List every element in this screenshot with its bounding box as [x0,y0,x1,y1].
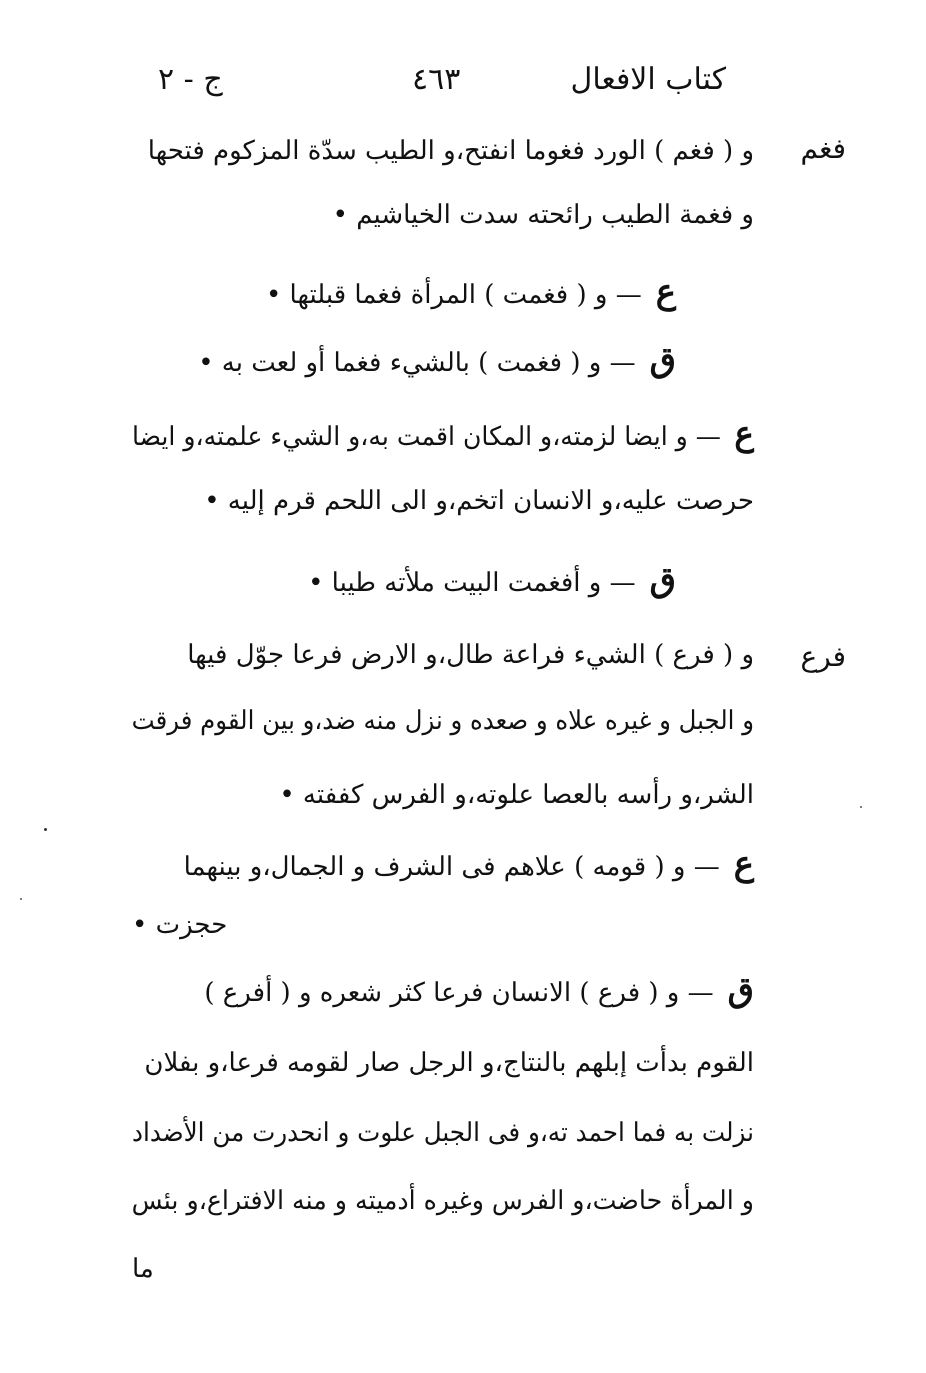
entry-line [132,136,754,166]
entry-line [279,780,754,810]
entry-line [204,486,754,516]
entry-line [132,910,227,940]
entry-line-text: و الجبل و غيره علاه و صعده و نزل منه ضد،و بين القوم فرقت [131,706,754,736]
scan-speck [20,898,22,900]
entry-line-text: حجزت • [132,910,228,940]
entry-line [131,1186,754,1216]
entry-line [132,1118,754,1148]
entry-line [132,1048,754,1078]
entry-line-text: — و ( فغمت ) بالشيء فغما أو لعت به • [198,348,636,378]
entry-line-text: نزلت به فما احمد ته،و فى الجبل علوت و انحدرت من الأضداد [132,1118,754,1148]
source-sigil: ق [649,340,676,380]
entry-line-text: و فغمة الطيب رائحته سدت الخياشيم • [332,200,754,230]
entry-line [132,844,754,884]
entry-line-text: — و ( فغمت ) المرأة فغما قبلتها • [265,280,642,310]
entry-line [131,706,754,736]
volume-label: ج - ٢ [158,62,223,97]
source-sigil: ع [733,844,754,884]
entry-line-text: — و ايضا لزمته،و المكان اقمت به،و الشيء علمته،و ايضا [131,422,721,452]
entry-line-text: — و ( قومه ) علاهم فى الشرف و الجمال،و بينهما [183,852,720,882]
entry-line [132,1254,154,1284]
source-sigil: ق [649,560,676,600]
entry-line [308,560,676,600]
source-sigil: ع [655,272,676,312]
headword: فغم [800,132,846,165]
entry-line-text: حرصت عليه،و الانسان اتخم،و الى اللحم قرم إليه • [204,486,754,516]
entry-line [132,640,754,670]
book-title: كتاب الافعال [570,62,726,97]
headword: فرع [800,640,846,673]
scan-speck [860,806,862,808]
entry-line-text: ما [132,1254,154,1284]
entry-line [132,970,754,1010]
entry-line-text: و المرأة حاضت،و الفرس وغيره أدميته و منه الافتراع،و بئس [131,1186,754,1216]
source-sigil: ع [734,414,754,454]
entry-line-text: و ( فغم ) الورد فغوما انفتح،و الطيب سدّة المزكوم فتحها [147,136,754,166]
entry-line [333,200,754,230]
entry-line-text: — و أفغمت البيت ملأته طيبا • [308,568,636,598]
scan-speck [44,828,47,831]
entry-line-text: القوم بدأت إبلهم بالنتاج،و الرجل صار لقومه فرعا،و بفلان [144,1048,754,1078]
page-number: ٤٦٣ [412,62,461,97]
source-sigil: ق [727,970,754,1010]
entry-line-text: و ( فرع ) الشيء فراعة طال،و الارض فرعا جوّل فيها [187,640,754,670]
entry-line [266,272,676,312]
entry-line [198,340,676,380]
entry-line [131,414,754,454]
entry-line-text: الشر،و رأسه بالعصا علوته،و الفرس كففته • [279,780,754,810]
entry-line-text: — و ( فرع ) الانسان فرعا كثر شعره و ( أفرع ) [204,978,714,1008]
